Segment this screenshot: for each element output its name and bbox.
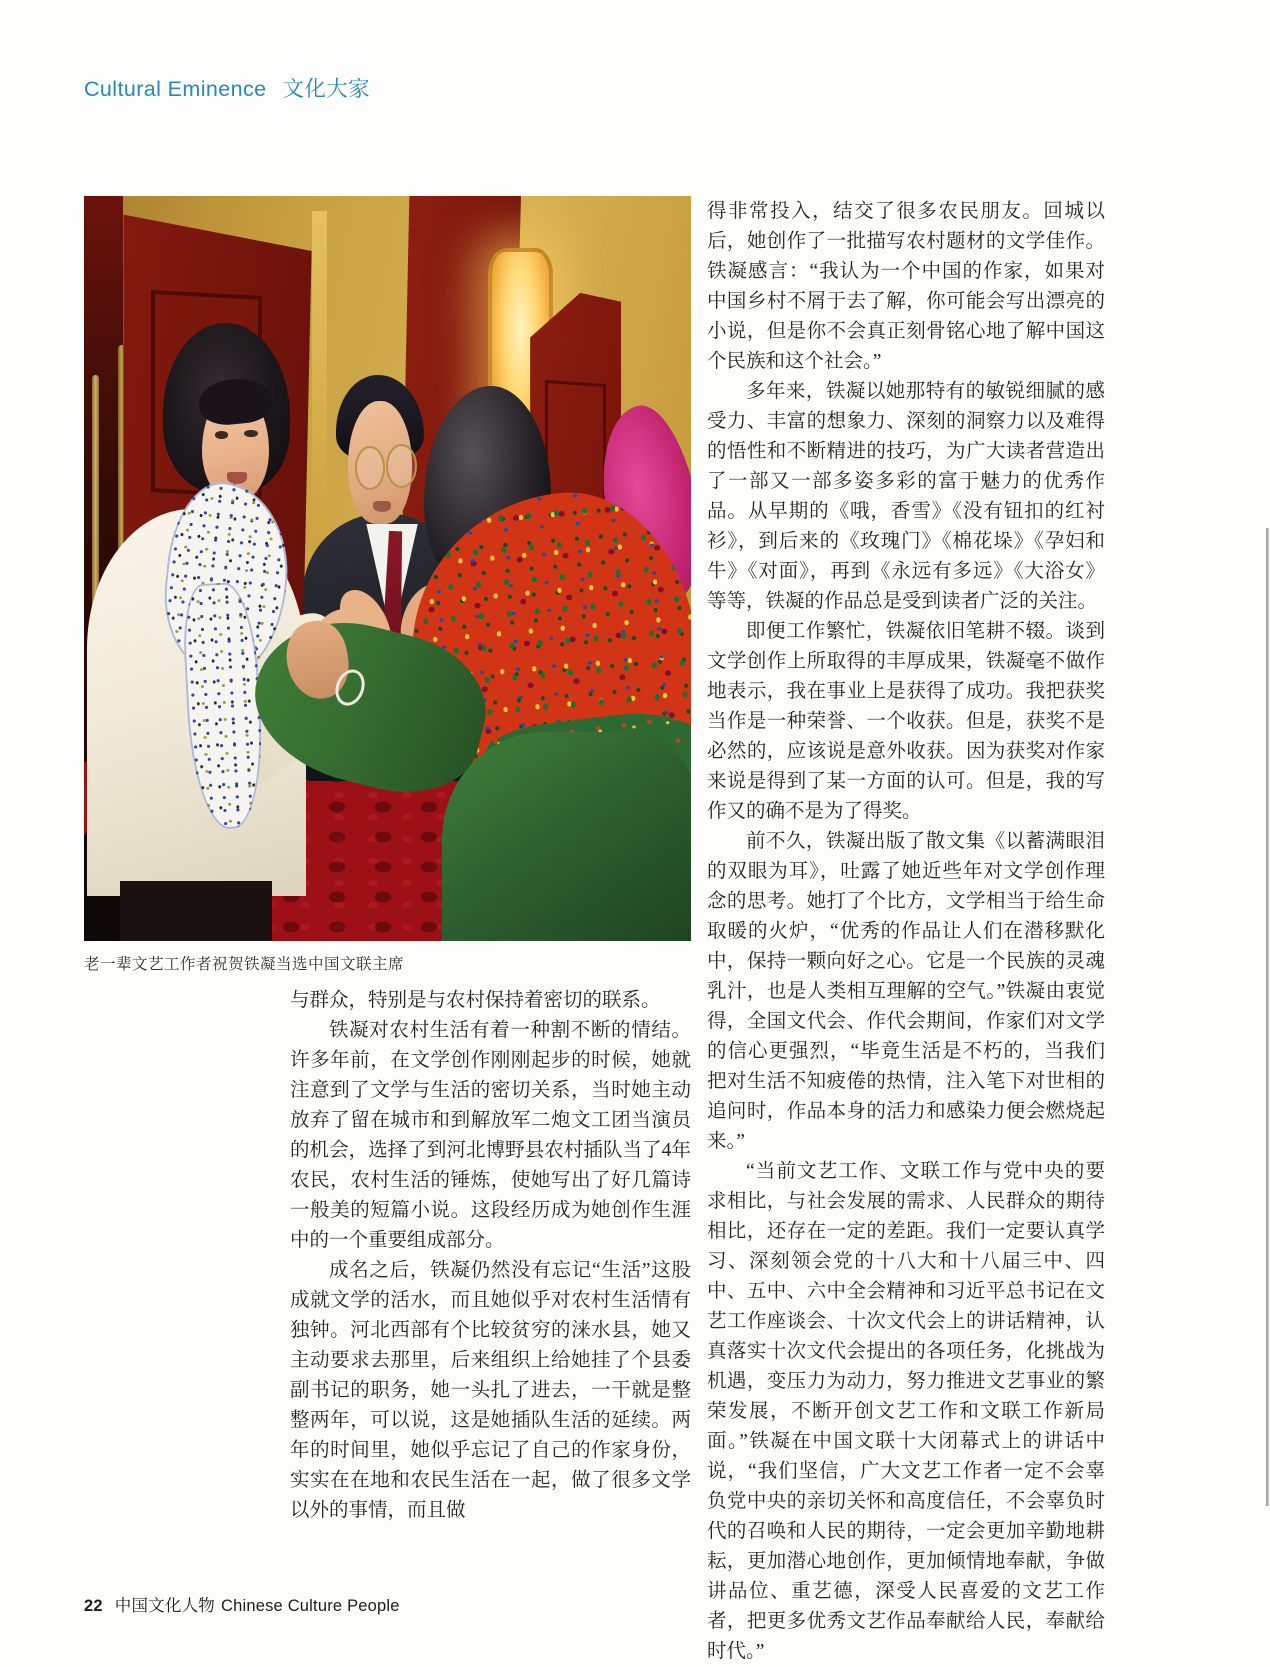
woman-eye (244, 430, 257, 437)
paragraph: “当前文艺工作、文联工作与党中央的要求相比，与社会发展的需求、人民群众的期待相比，还存在一定的差距。我们一定要认真学习、深刻领会党的十八大和十八届三中、四中、五中、六中全会精神和习近平总书记在文艺工作座谈会、十次文代会上的讲话精神，认真落实十次文代会提出的各项任务，化挑战为机遇，变压力为动力，努力推进文艺事业的繁荣发展，不断开创文艺工作和文联工作新局面。”铁凝在中国文联十大闭幕式上的讲话中说，“我们坚信，广大文艺工作者一定不会辜负党中央的亲切关怀和高度信任，不会辜负时代的召唤和人民的期待，一定会更加辛勤地耕耘，更加潜心地创作，更加倾情地奉献，争做讲品位、重艺德，深受人民喜爱的文艺工作者，把更多优秀文艺作品奉献给人民，奉献给时代。” (707, 1161, 1105, 1662)
paragraph: 即便工作繁忙，铁凝依旧笔耕不辍。谈到文学创作上所取得的丰厚成果，铁凝毫不做作地表示，我在事业上是获得了成功。我把获奖当作是一种荣誉、一个收获。但是，获奖不是必然的，应该说是意外收获。因为获奖对作家来说是得到了某一方面的认可。但是，我的写作又的确不是为了得奖。 (707, 621, 1105, 822)
paragraph: 多年来，铁凝以她那特有的敏锐细腻的感受力、丰富的想象力、深刻的洞察力以及难得的悟性和不断精进的技巧，为广大读者营造出了一部又一部多姿多彩的富于魅力的优秀作品。从早期的《哦，香雪》《没有钮扣的红衬衫》，到后来的《玫瑰门》《棉花垛》《孕妇和牛》《对面》，再到《永远有多远》《大浴女》等等，铁凝的作品总是受到读者广泛的关注。 (707, 381, 1105, 612)
paragraph: 成名之后，铁凝仍然没有忘记“生活”这股成就文学的活水，而且她似乎对农村生活情有独钟。河北西部有个比较贫穷的涞水县，她又主动要求去那里，后来组织上给她挂了个县委副书记的职务，她一头扎了进去，一干就是整整两年，可以说，这是她插队生活的延续。两年的时间里，她似乎忘记了自己的作家身份，实实在在地和农民生活在一起，做了很多文学以外的事情，而且做 (290, 1260, 691, 1521)
article-photo (84, 196, 691, 941)
section-title-english: Cultural Eminence (84, 77, 267, 101)
paragraph: 与群众，特别是与农村保持着密切的联系。 (290, 990, 661, 1011)
page-footer (84, 1592, 400, 1616)
page-number: 22 (84, 1597, 103, 1615)
section-header (84, 72, 370, 103)
man-glasses-right-lens (386, 444, 417, 488)
paragraph: 铁凝对农村生活有着一种割不断的情结。许多年前，在文学创作刚刚起步的时候，她就注意到了文学与生活的密切关系，当时她主动放弃了留在城市和到解放军二炮文工团当演员的机会，选择了到河北博野县农村插队当了4年农民，农村生活的锤炼，使她写出了好几篇诗一般美的短篇小说。这段经历成为她创作生涯中的一个重要组成部分。 (290, 1020, 691, 1251)
section-title-chinese: 文化大家 (282, 77, 371, 101)
left-text-column (290, 986, 691, 1526)
man-glasses-left-lens (355, 446, 386, 490)
woman-dark-skirt (120, 881, 272, 941)
magazine-name-english: Chinese Culture People (220, 1597, 400, 1615)
paragraph: 前不久，铁凝出版了散文集《以蓄满眼泪的双眼为耳》，吐露了她近些年对文学创作理念的思考。她打了个比方，文学相当于给生命取暖的火炉，“优秀的作品让人们在潜移默化中，保持一颗向好之心。它是一个民族的灵魂乳汁，也是人类相互理解的空气。”铁凝由衷觉得，全国文代会、作代会期间，作家们对文学的信心更强烈，“毕竟生活是不朽的，当我们把对生活不知疲倦的热情，注入笔下对世相的追问时，作品本身的活力和感染力便会燃烧起来。” (707, 831, 1105, 1152)
right-text-column (707, 197, 1105, 1667)
man-mouth (373, 501, 391, 511)
woman-eye (215, 431, 228, 438)
photo-caption: 老一辈文艺工作者祝贺铁凝当选中国文联主席 (84, 956, 405, 973)
adjacent-page-edge-line (1266, 528, 1269, 1506)
paragraph: 得非常投入，结交了很多农民朋友。回城以后，她创作了一批描写农村题材的文学佳作。铁凝感言：“我认为一个中国的作家，如果对中国乡村不屑于去了解，你可能会写出漂亮的小说，但是你不会真正刻骨铭心地了解中国这个民族和这个社会。” (707, 201, 1105, 372)
magazine-name-chinese: 中国文化人物 (114, 1597, 215, 1615)
elder-woman-green-coat (442, 732, 691, 941)
